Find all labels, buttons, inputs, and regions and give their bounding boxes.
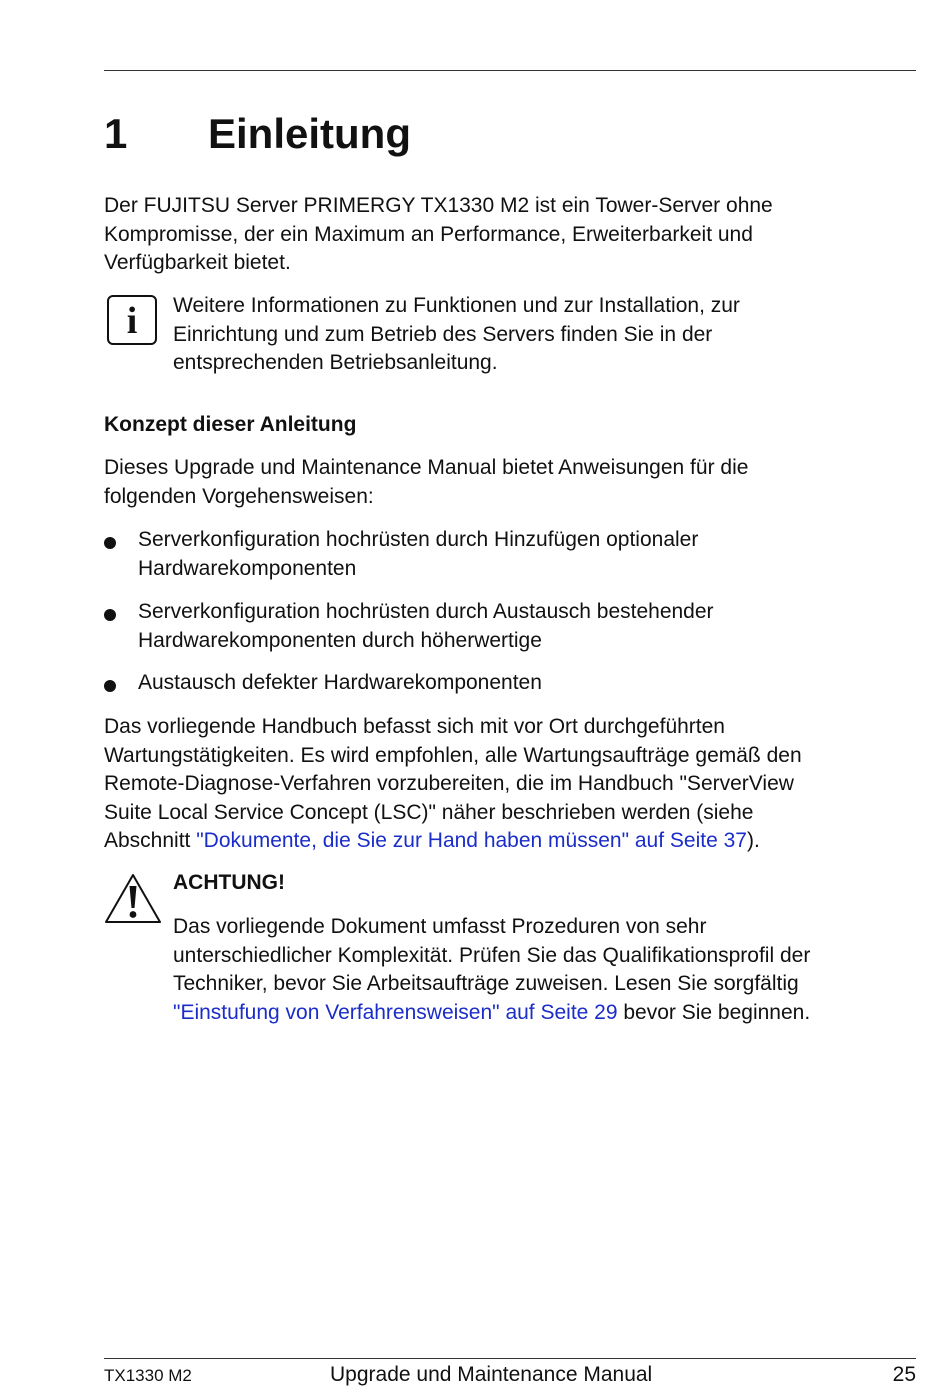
section-body xyxy=(104,713,914,856)
bullet-line: Serverkonfiguration hochrüsten durch Austausch bestehender xyxy=(138,600,714,623)
bullet-line: Hardwarekomponenten durch höherwertige xyxy=(138,628,542,652)
warning-line xyxy=(173,999,918,1028)
header-rule xyxy=(104,70,916,71)
warning-suffix: bevor Sie beginnen. xyxy=(617,1000,811,1024)
section-body-suffix: ). xyxy=(746,829,760,852)
warning-icon xyxy=(103,872,163,926)
section-body-prefix: Abschnitt xyxy=(104,829,197,852)
info-note-text xyxy=(173,292,933,378)
warning-line: Das vorliegende Dokument umfasst Prozeduren von sehr xyxy=(173,915,707,938)
bullet-icon xyxy=(104,609,116,621)
section-heading: Konzept dieser Anleitung xyxy=(104,413,357,436)
bullet-line: Hardwarekomponenten xyxy=(138,556,357,580)
bullet-icon xyxy=(104,680,116,692)
chapter-title: Einleitung xyxy=(208,110,411,157)
procedures-link[interactable]: "Einstufung von Verfahrensweisen" auf Seite 29 xyxy=(173,1000,618,1024)
warning-text xyxy=(173,913,918,1027)
section-body-line: Das vorliegende Handbuch befasst sich mit vor Ort durchgeführten xyxy=(104,715,725,738)
warning-title: ACHTUNG! xyxy=(173,871,285,894)
section-intro-line: Dieses Upgrade und Maintenance Manual bietet Anweisungen für die xyxy=(104,456,749,479)
section-intro xyxy=(104,454,904,511)
intro-paragraph: Der FUJITSU Server PRIMERGY TX1330 M2 ist ein Tower-Server ohne Kompromisse, der ein Maximum an Performance, Erweiterbarkeit und Verfügbarkeit bietet. xyxy=(104,194,773,274)
warning-line: Techniker, bevor Sie Arbeitsaufträge zuweisen. Lesen Sie sorgfältig xyxy=(173,972,799,995)
footer-manual-title: Upgrade und Maintenance Manual xyxy=(330,1363,653,1386)
footer-rule xyxy=(104,1358,916,1359)
bullet-item xyxy=(138,598,898,655)
section-body-line: Remote-Diagnose-Verfahren vorzubereiten, die im Handbuch "ServerView xyxy=(104,772,794,795)
section-body-line: Suite Local Service Concept (LSC)" näher beschrieben werden (siehe xyxy=(104,800,754,824)
footer-model: TX1330 M2 xyxy=(104,1366,192,1385)
info-icon-glyph: i xyxy=(126,300,138,342)
documents-link[interactable]: "Dokumente, die Sie zur Hand haben müssen" auf Seite 37 xyxy=(196,829,747,852)
chapter-number: 1 xyxy=(104,110,128,157)
info-note-line: entsprechenden Betriebsanleitung. xyxy=(173,351,498,374)
info-note-line: Einrichtung und zum Betrieb des Servers finden Sie in der xyxy=(173,322,713,346)
footer-page-number: 25 xyxy=(892,1363,916,1386)
warning-line: unterschiedlicher Komplexität. Prüfen Sie das Qualifikationsprofil der xyxy=(173,943,811,967)
bullet-icon xyxy=(104,537,116,549)
bullet-line: Serverkonfiguration hochrüsten durch Hinzufügen optionaler xyxy=(138,528,699,551)
bullet-item xyxy=(138,526,898,583)
section-intro-line: folgenden Vorgehensweisen: xyxy=(104,484,374,508)
bullet-item xyxy=(138,669,898,698)
info-icon xyxy=(107,295,157,345)
section-body-line xyxy=(104,827,914,856)
bullet-line: Austausch defekter Hardwarekomponenten xyxy=(138,671,542,694)
section-body-line: Wartungstätigkeiten. Es wird empfohlen, alle Wartungsaufträge gemäß den xyxy=(104,743,802,767)
info-note-line: Weitere Informationen zu Funktionen und zur Installation, zur xyxy=(173,294,740,317)
